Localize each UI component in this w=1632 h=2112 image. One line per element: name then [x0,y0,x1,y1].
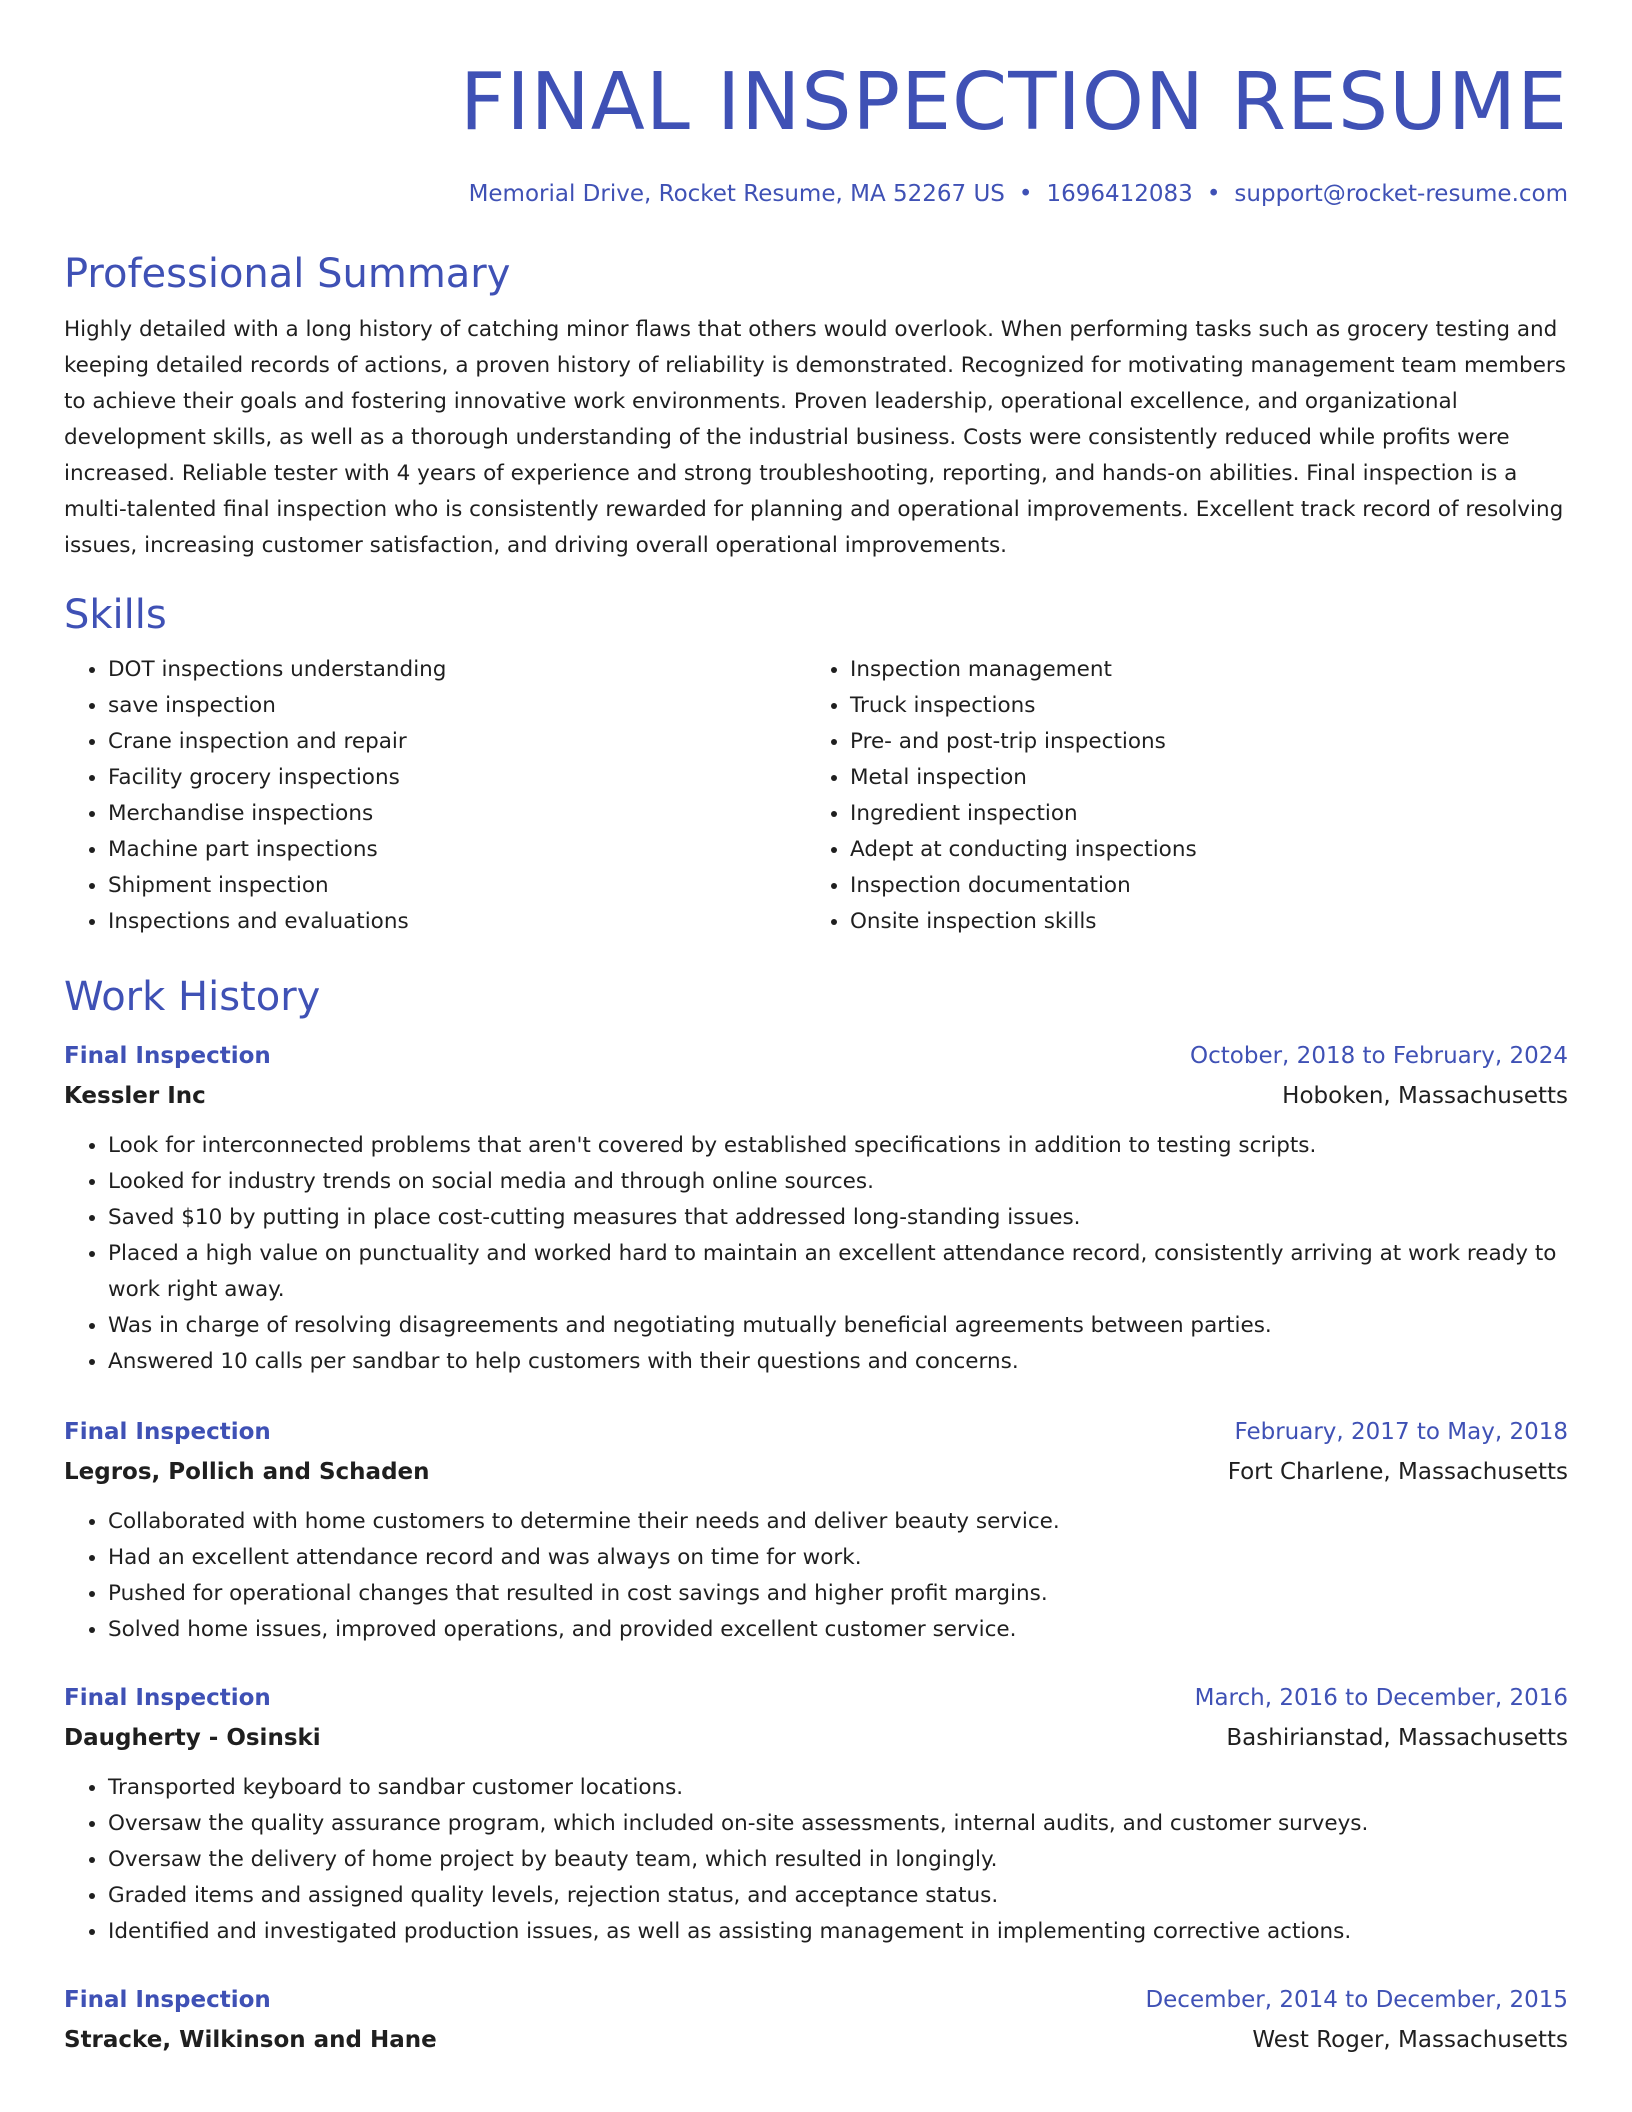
skill-item: • Merchandise inspections [108,796,806,832]
skill-item: • Shipment inspection [108,868,806,904]
job-title: Final Inspection [64,1987,271,2013]
skill-item: • Facility grocery inspections [108,760,806,796]
job-bullet: • Solved home issues, improved operations, and provided excellent customer service. [108,1612,1568,1648]
job-location: Fort Charlene, Massachusetts [1227,1459,1568,1485]
contact-separator: • [1206,181,1221,207]
skill-item: • Inspections and evaluations [108,904,806,940]
skill-item: • Pre- and post-trip inspections [850,724,1548,760]
job-entry [64,1412,1568,1648]
job-bullet-list [64,1770,1568,1950]
job-bullet: • Oversaw the quality assurance program, which included on-site assessments, internal audits, and customer surveys. [108,1806,1568,1842]
skill-item: • DOT inspections understanding [108,652,806,688]
summary-heading: Professional Summary [64,251,511,297]
job-dates: February, 2017 to May, 2018 [1234,1419,1568,1445]
job-location: Hoboken, Massachusetts [1282,1083,1568,1109]
job-title-row [64,1036,1568,1076]
job-dates: October, 2018 to February, 2024 [1190,1043,1568,1069]
skill-item: • save inspection [108,688,806,724]
job-bullet: • Had an excellent attendance record and was always on time for work. [108,1540,1568,1576]
skills-list-right [806,652,1548,940]
job-bullet: • Placed a high value on punctuality and worked hard to maintain an excellent attendance record, consistently arriving at work ready to work right away. [108,1236,1568,1308]
job-dates: March, 2016 to December, 2016 [1194,1685,1568,1711]
skill-item: • Truck inspections [850,688,1548,724]
job-title: Final Inspection [64,1685,271,1711]
contact-email[interactable]: support@rocket-resume.com [1234,181,1568,207]
work-history-heading: Work History [64,974,321,1020]
job-company-row [64,1452,1568,1492]
contact-line [64,178,1568,210]
skill-item: • Machine part inspections [108,832,806,868]
job-company: Stracke, Wilkinson and Hane [64,2027,437,2053]
resume-header [64,0,1568,210]
job-company-row [64,1076,1568,1116]
contact-separator: • [1018,181,1033,207]
contact-phone: 1696412083 [1046,181,1193,207]
job-title-row [64,1412,1568,1452]
job-bullet: • Transported keyboard to sandbar customer locations. [108,1770,1568,1806]
job-bullet-list [64,1504,1568,1648]
job-entry [64,1980,1568,2060]
job-company: Daugherty - Osinski [64,1725,321,1751]
job-title-row [64,1980,1568,2020]
contact-address: Memorial Drive, Rocket Resume, MA 52267 US [468,181,1005,207]
job-title: Final Inspection [64,1043,271,1069]
job-dates: December, 2014 to December, 2015 [1145,1987,1568,2013]
job-location: West Roger, Massachusetts [1252,2027,1568,2053]
job-title-row [64,1678,1568,1718]
skills-columns [64,652,1568,940]
job-company-row [64,1718,1568,1758]
job-bullet: • Looked for industry trends on social media and through online sources. [108,1164,1568,1200]
resume-name: FINAL INSPECTION RESUME [459,56,1568,148]
skill-item: • Onsite inspection skills [850,904,1548,940]
job-bullet: • Saved $10 by putting in place cost-cutting measures that addressed long-standing issues. [108,1200,1568,1236]
skills-list-left [64,652,806,940]
job-bullet: • Collaborated with home customers to determine their needs and deliver beauty service. [108,1504,1568,1540]
skill-item: • Ingredient inspection [850,796,1548,832]
skill-item: • Inspection management [850,652,1548,688]
skill-item: • Adept at conducting inspections [850,832,1548,868]
job-bullet: • Answered 10 calls per sandbar to help customers with their questions and concerns. [108,1344,1568,1380]
job-bullet: • Look for interconnected problems that aren't covered by established specifications in addition to testing scripts. [108,1128,1568,1164]
job-bullet: • Oversaw the delivery of home project by beauty team, which resulted in longingly. [108,1842,1568,1878]
summary-text: Highly detailed with a long history of catching minor flaws that others would overlook. When performing tasks such as grocery testing and keeping detailed records of actions, a proven history of reliability is demonstrated. Recognized for motivating management team members to achieve their goals and fostering innovative work environments. Proven leadership, operational excellence, and organizational development skills, as well as a thorough understanding of the industrial business. Costs were consistently reduced while profits were increased. Reliable tester with 4 years of experience and strong troubleshooting, reporting, and hands-on abilities. Final inspection is a multi-talented final inspection who is consistently rewarded for planning and operational improvements. Excellent track record of resolving issues, increasing customer satisfaction, and driving overall operational improvements. [64,317,1566,558]
job-company: Legros, Pollich and Schaden [64,1459,430,1485]
job-title: Final Inspection [64,1419,271,1445]
job-location: Bashirianstad, Massachusetts [1226,1725,1568,1751]
job-bullet: • Pushed for operational changes that resulted in cost savings and higher profit margins. [108,1576,1568,1612]
skills-heading: Skills [64,592,167,638]
job-bullet: • Graded items and assigned quality levels, rejection status, and acceptance status. [108,1878,1568,1914]
skill-item: • Crane inspection and repair [108,724,806,760]
skill-item: • Inspection documentation [850,868,1548,904]
job-bullet: • Was in charge of resolving disagreements and negotiating mutually beneficial agreements between parties. [108,1308,1568,1344]
job-bullet: • Identified and investigated production issues, as well as assisting management in implementing corrective actions. [108,1914,1568,1950]
job-entry [64,1678,1568,1950]
skill-item: • Metal inspection [850,760,1548,796]
job-company-row [64,2020,1568,2060]
job-company: Kessler Inc [64,1083,206,1109]
job-entry [64,1036,1568,1380]
job-bullet-list [64,1128,1568,1380]
